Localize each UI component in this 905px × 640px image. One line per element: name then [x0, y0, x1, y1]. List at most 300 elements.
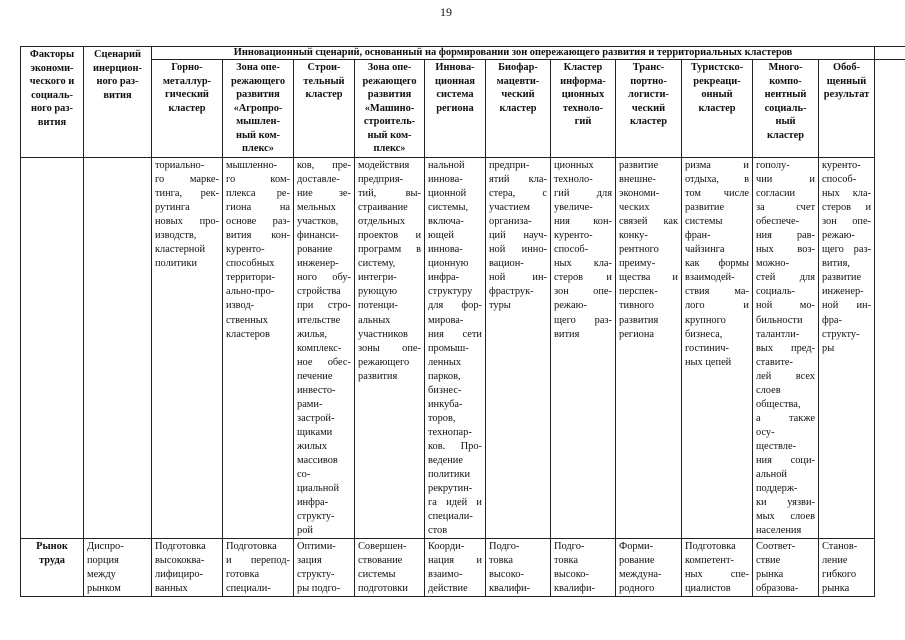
- text-line: участием: [489, 202, 530, 214]
- text-line: стройства: [297, 286, 341, 298]
- text-line: крупного: [685, 314, 726, 326]
- text-line: отдыха, в: [685, 174, 749, 186]
- text-line: взаимодей-: [685, 272, 735, 284]
- text-line: стов: [428, 525, 448, 537]
- text-line: том числе: [685, 188, 749, 200]
- text-line: туры: [489, 300, 511, 312]
- text-line: структу-: [822, 328, 860, 340]
- text-line: талантли-: [756, 328, 800, 340]
- text-line: ния сети: [428, 328, 482, 340]
- text-line: режаю-: [554, 300, 587, 312]
- text-line: ный ком-: [367, 129, 412, 141]
- header-innovative-scenario: Инновационный сценарий, основанный на формировании зон опережающего развития и территориальных кластеров: [152, 47, 875, 60]
- text-line: рекрутин-: [428, 483, 473, 495]
- text-line: порция: [87, 555, 119, 567]
- text-line: ных спе-: [685, 569, 749, 581]
- text-line: Рынок: [36, 541, 68, 553]
- text-line: Форми-: [619, 541, 654, 553]
- text-line: Подго-: [489, 541, 520, 553]
- text-line: ние зе-: [297, 188, 351, 200]
- header-cluster-1: [152, 60, 223, 158]
- text-line: металлур-: [162, 75, 212, 87]
- text-line: структу-: [297, 569, 335, 581]
- text-line: высоко-: [489, 569, 524, 581]
- labor-cell-5: [425, 539, 486, 597]
- labor-cell-6: [486, 539, 551, 597]
- text-line: вых пред-: [756, 342, 815, 354]
- continuation-row: [21, 158, 905, 539]
- labor-cell-4: [355, 539, 425, 597]
- text-line: политики: [155, 258, 198, 270]
- text-line: жилых: [297, 440, 328, 452]
- text-line: режающего: [362, 75, 417, 87]
- text-line: го ком-: [226, 174, 290, 186]
- text-line: и перепод-: [226, 555, 290, 567]
- text-line: портно-: [630, 75, 667, 87]
- text-line: вития: [37, 116, 67, 128]
- text-line: техноло-: [554, 174, 593, 186]
- cluster-header-row: [21, 60, 905, 158]
- text-line: Станов-: [822, 541, 858, 553]
- text-line: вития кон-: [226, 230, 290, 242]
- text-line: Иннова-: [435, 62, 475, 73]
- text-line: рынка: [756, 569, 784, 581]
- text-line: рование: [619, 555, 655, 567]
- text-line: результат: [823, 89, 870, 101]
- text-line: зоны опе-: [358, 342, 421, 354]
- text-line: чии и: [756, 174, 815, 186]
- text-line: гостинич-: [685, 342, 729, 354]
- text-line: Оптими-: [297, 541, 336, 553]
- text-line: со-: [297, 469, 311, 481]
- text-line: Подготовка: [155, 541, 206, 553]
- text-line: стеров и: [554, 272, 612, 284]
- text-line: Кластер: [563, 62, 603, 73]
- text-line: внешне-: [619, 174, 656, 186]
- text-line: при стро-: [297, 300, 351, 312]
- header-cluster-7: [551, 60, 616, 158]
- text-line: плекс»: [373, 143, 406, 155]
- text-line: ного раз-: [96, 76, 139, 88]
- text-line: междуна-: [619, 569, 662, 581]
- text-line: альной: [756, 469, 787, 481]
- text-line: ной мо-: [756, 300, 815, 312]
- text-line: для фор-: [428, 300, 482, 312]
- text-line: курентo-: [822, 160, 861, 171]
- text-line: ленных: [428, 356, 462, 368]
- text-line: компо-: [769, 75, 802, 87]
- text-line: высоко-: [554, 569, 589, 581]
- text-line: торов,: [428, 412, 456, 424]
- text-line: ры: [822, 342, 835, 354]
- continuation-cell-10: [753, 158, 819, 539]
- labor-cell-10: [753, 539, 819, 597]
- text-line: нация и: [428, 555, 482, 567]
- text-line: щества и: [619, 272, 678, 284]
- text-line: ной ин-: [822, 300, 872, 312]
- text-line: ционных: [561, 89, 605, 101]
- text-line: участников: [358, 328, 408, 340]
- text-line: ствие: [756, 555, 781, 567]
- text-line: инженер-: [297, 258, 339, 270]
- text-line: техноло-: [562, 102, 604, 114]
- continuation-cell-6: [486, 158, 551, 539]
- text-line: ально-про-: [226, 286, 275, 298]
- text-line: социаль-: [31, 89, 73, 101]
- continuation-cell-5: [425, 158, 486, 539]
- text-line: систему,: [358, 258, 396, 270]
- text-line: печение: [297, 370, 333, 382]
- text-line: логисти-: [628, 89, 669, 101]
- text-line: массивов: [297, 454, 338, 466]
- text-line: слоев: [756, 384, 781, 396]
- text-line: система: [436, 89, 474, 101]
- labor-cell-11: [819, 539, 875, 597]
- text-line: рующую: [358, 286, 397, 298]
- text-line: строитель-: [363, 116, 416, 128]
- text-line: «Агропро-: [233, 102, 283, 114]
- text-line: инфра-: [428, 272, 460, 284]
- text-line: осу-: [756, 426, 775, 438]
- text-line: ных кла-: [554, 258, 612, 270]
- text-line: зация: [297, 555, 322, 567]
- text-line: способ-: [554, 244, 589, 256]
- text-line: ционную: [428, 258, 469, 270]
- text-line: бизнес-: [428, 384, 462, 396]
- text-line: подготовки: [358, 583, 408, 595]
- text-line: ведение: [428, 454, 463, 466]
- text-line: населения: [756, 525, 802, 537]
- text-line: ния кон-: [554, 216, 612, 228]
- text-line: технопар-: [428, 426, 472, 438]
- text-line: предприя-: [358, 174, 404, 186]
- text-line: Зона опе-: [367, 62, 412, 73]
- text-line: квалифи-: [489, 583, 531, 595]
- text-line: гиона на: [226, 202, 290, 214]
- text-line: способ-: [822, 174, 857, 186]
- text-line: развитие: [685, 202, 725, 214]
- text-line: социаль-: [756, 286, 796, 298]
- text-line: тий, вы-: [358, 188, 421, 200]
- text-line: инфра-: [297, 497, 329, 509]
- text-line: ствия ма-: [685, 286, 749, 298]
- text-line: плекса ре-: [226, 188, 290, 200]
- text-line: кластеров: [226, 328, 270, 340]
- text-line: развитие: [822, 272, 862, 284]
- text-line: ставите-: [756, 356, 793, 368]
- text-line: готовка: [226, 569, 260, 581]
- text-line: вития: [554, 328, 580, 340]
- text-line: товка: [489, 555, 514, 567]
- text-line: рутинга: [155, 202, 190, 214]
- text-line: образова-: [756, 583, 799, 595]
- text-line: развитие: [619, 160, 659, 171]
- text-line: Обоб-: [833, 62, 861, 73]
- text-line: Диспро-: [87, 541, 124, 553]
- text-line: за счет: [756, 202, 815, 214]
- text-line: Коорди-: [428, 541, 465, 553]
- text-line: вития: [103, 89, 132, 101]
- header-cluster-9: [682, 60, 753, 158]
- text-line: вацион-: [489, 258, 524, 270]
- text-line: режающего: [230, 75, 286, 87]
- text-line: развития: [619, 314, 659, 326]
- text-line: территори-: [226, 272, 275, 284]
- text-line: тельный: [303, 75, 345, 87]
- text-line: перспек-: [619, 286, 658, 298]
- text-line: лого и: [685, 300, 749, 312]
- text-line: ческий: [501, 89, 535, 101]
- text-line: извод-: [226, 300, 255, 312]
- text-line: увеличе-: [554, 202, 593, 214]
- text-line: кластер: [629, 116, 668, 128]
- factor-cell: [21, 158, 84, 539]
- header-cluster-6: [486, 60, 551, 158]
- text-line: рекреаци-: [693, 75, 741, 87]
- text-line: мирова-: [428, 314, 464, 326]
- text-line: гический: [165, 89, 209, 101]
- text-line: альных: [358, 314, 391, 326]
- text-line: ческого и: [29, 76, 75, 88]
- text-line: ного обу-: [297, 272, 351, 284]
- text-line: щенный: [826, 75, 867, 87]
- text-line: онный: [701, 89, 733, 101]
- text-line: ры подго-: [297, 583, 341, 595]
- text-line: гий: [574, 116, 592, 128]
- text-line: рами-: [297, 398, 323, 410]
- text-line: лей всех: [756, 370, 815, 382]
- header-factors: [21, 47, 84, 158]
- text-line: рование: [297, 244, 333, 256]
- text-line: ционной: [428, 188, 467, 200]
- continuation-cell-1: [152, 158, 223, 539]
- text-line: финанси-: [297, 230, 339, 242]
- text-line: Много-: [768, 62, 803, 73]
- text-line: нальной: [428, 160, 465, 171]
- text-line: кластер: [698, 102, 736, 114]
- text-line: мышлен-: [236, 116, 280, 128]
- text-line: товка: [554, 555, 579, 567]
- text-line: ятий кла-: [489, 174, 547, 186]
- text-line: ных кла-: [822, 188, 872, 200]
- text-line: экономи-: [30, 62, 74, 74]
- text-line: стей для: [756, 272, 815, 284]
- text-line: чайзинга: [685, 244, 725, 256]
- text-line: развития: [367, 89, 412, 101]
- continuation-cell-8: [616, 158, 682, 539]
- text-line: фра-: [822, 314, 842, 326]
- text-line: ных воз-: [756, 244, 815, 256]
- text-line: Соответ-: [756, 541, 796, 553]
- text-line: «Машино-: [364, 102, 415, 114]
- text-line: стеров и: [822, 202, 872, 214]
- document-table: [20, 46, 905, 597]
- text-line: нентный: [764, 89, 807, 101]
- text-line: иннова-: [428, 174, 463, 186]
- text-line: рынком: [87, 583, 121, 595]
- text-line: ния рав-: [756, 230, 815, 242]
- text-line: го марке-: [155, 174, 219, 186]
- text-line: системы: [685, 216, 723, 228]
- text-line: ванных: [155, 583, 188, 595]
- text-line: согласии: [756, 188, 796, 200]
- text-line: интегри-: [358, 272, 397, 284]
- text-line: ление: [822, 555, 848, 567]
- text-line: можно-: [756, 258, 789, 270]
- text-line: развития: [236, 89, 280, 101]
- text-line: социаль-: [764, 102, 807, 114]
- text-line: основе раз-: [226, 216, 290, 228]
- factor-labor-market: [21, 539, 84, 597]
- text-line: тинга, рек-: [155, 188, 219, 200]
- text-line: предпри-: [489, 160, 530, 171]
- text-line: участков,: [297, 216, 339, 228]
- text-line: стера, с: [489, 188, 547, 200]
- continuation-cell-3: [294, 158, 355, 539]
- text-line: кластер: [305, 89, 343, 101]
- text-line: Подго-: [554, 541, 585, 553]
- inertial-cell: [84, 158, 152, 539]
- text-line: а также: [756, 412, 815, 424]
- text-line: куренто-: [226, 244, 265, 256]
- text-line: обеспече-: [756, 216, 800, 228]
- text-line: Строи-: [307, 62, 341, 73]
- text-line: как формы: [685, 258, 749, 270]
- text-line: ствование: [358, 555, 403, 567]
- text-line: зон опе-: [822, 216, 872, 228]
- text-line: отдельных: [358, 216, 406, 228]
- header-cluster-10: [753, 60, 819, 158]
- text-line: специали-: [226, 583, 271, 595]
- text-line: ной инно-: [489, 244, 547, 256]
- text-line: парков,: [428, 370, 461, 382]
- text-line: ков. Про-: [428, 440, 482, 452]
- text-line: информа-: [560, 75, 606, 87]
- text-line: изводств,: [155, 230, 197, 242]
- text-line: гий для: [554, 188, 612, 200]
- text-line: Биофар-: [498, 62, 538, 73]
- text-line: ционных: [554, 160, 594, 171]
- text-line: плекс»: [242, 143, 274, 155]
- text-line: комплекс-: [297, 342, 342, 354]
- text-line: высококва-: [155, 555, 205, 567]
- text-line: Сценарий: [93, 49, 142, 60]
- header-innovative-scenario-tail: [875, 47, 905, 60]
- text-line: Горно-: [171, 62, 203, 73]
- text-line: модействия: [358, 160, 410, 171]
- header-cluster-11: [819, 60, 875, 158]
- text-line: доставле-: [297, 174, 340, 186]
- text-line: страивание: [358, 202, 408, 214]
- text-line: куренто-: [554, 230, 593, 242]
- text-line: рой: [297, 525, 313, 537]
- text-line: фраструк-: [489, 286, 534, 298]
- labor-cell-1: [152, 539, 223, 597]
- text-line: Подготовка: [226, 541, 277, 553]
- text-line: кластерной: [155, 244, 206, 256]
- text-line: ния соци-: [756, 454, 815, 466]
- text-line: инерцион-: [93, 62, 142, 74]
- text-line: Факторы: [29, 49, 75, 60]
- text-line: промыш-: [428, 342, 469, 354]
- text-line: взаимо-: [428, 569, 463, 581]
- header-cluster-3: [294, 60, 355, 158]
- text-line: труда: [39, 555, 65, 567]
- text-line: экономи-: [619, 188, 660, 200]
- text-line: структуру: [428, 286, 473, 298]
- text-line: щего раз-: [822, 244, 872, 256]
- labor-cell-2: [223, 539, 294, 597]
- text-line: ительстве: [297, 314, 341, 326]
- text-line: системы: [358, 569, 396, 581]
- continuation-cell-11: [819, 158, 875, 539]
- text-line: жилья,: [297, 328, 328, 340]
- text-line: ционная: [435, 75, 475, 87]
- text-line: ной ин-: [489, 272, 547, 284]
- text-line: региона: [436, 102, 474, 114]
- text-line: потенци-: [358, 300, 398, 312]
- text-line: программ в: [358, 244, 421, 256]
- text-line: ществле-: [756, 440, 797, 452]
- text-line: ных цепей: [685, 356, 732, 368]
- text-line: гибкого: [822, 569, 857, 581]
- text-line: действие: [428, 583, 468, 595]
- header-cluster-5: [425, 60, 486, 158]
- text-line: структу-: [297, 511, 335, 523]
- text-line: организа-: [489, 216, 532, 228]
- header-cluster-4: [355, 60, 425, 158]
- text-line: компетент-: [685, 555, 734, 567]
- labor-cell-9: [682, 539, 753, 597]
- text-line: ный ком-: [235, 129, 281, 141]
- text-line: щиками: [297, 426, 333, 438]
- text-line: мельных: [297, 202, 336, 214]
- text-line: Туристско-: [690, 62, 744, 73]
- text-line: ное обес-: [297, 356, 351, 368]
- text-line: ный: [775, 116, 796, 128]
- text-line: ков, пре-: [297, 160, 351, 171]
- text-line: инвесто-: [297, 384, 336, 396]
- text-line: специали-: [428, 511, 473, 523]
- text-line: ного раз-: [30, 103, 74, 115]
- text-line: застрой-: [297, 412, 335, 424]
- text-line: ческих: [619, 202, 650, 214]
- text-line: политики: [428, 469, 471, 481]
- text-line: системы,: [428, 202, 469, 214]
- text-line: Подготовка: [685, 541, 736, 553]
- text-line: развития: [358, 370, 398, 382]
- text-line: Совершен-: [358, 541, 407, 553]
- text-line: бизнеса,: [685, 328, 723, 340]
- text-line: мышленно-: [226, 160, 278, 171]
- text-line: инженер-: [822, 286, 864, 298]
- text-line: поддерж-: [756, 483, 798, 495]
- text-line: инкуба-: [428, 398, 463, 410]
- text-line: ющей: [428, 230, 454, 242]
- text-line: вития,: [822, 258, 850, 270]
- text-line: проектов и: [358, 230, 421, 242]
- text-line: мацевти-: [496, 75, 540, 87]
- text-line: Зона опе-: [236, 62, 280, 73]
- text-line: мых слоев: [756, 511, 815, 523]
- text-line: ториально-: [155, 160, 205, 171]
- text-line: между: [87, 569, 116, 581]
- text-line: тивного: [619, 300, 654, 312]
- text-line: кластер: [168, 102, 206, 114]
- text-line: способных: [226, 258, 275, 270]
- labor-cell-8: [616, 539, 682, 597]
- text-line: фран-: [685, 230, 711, 242]
